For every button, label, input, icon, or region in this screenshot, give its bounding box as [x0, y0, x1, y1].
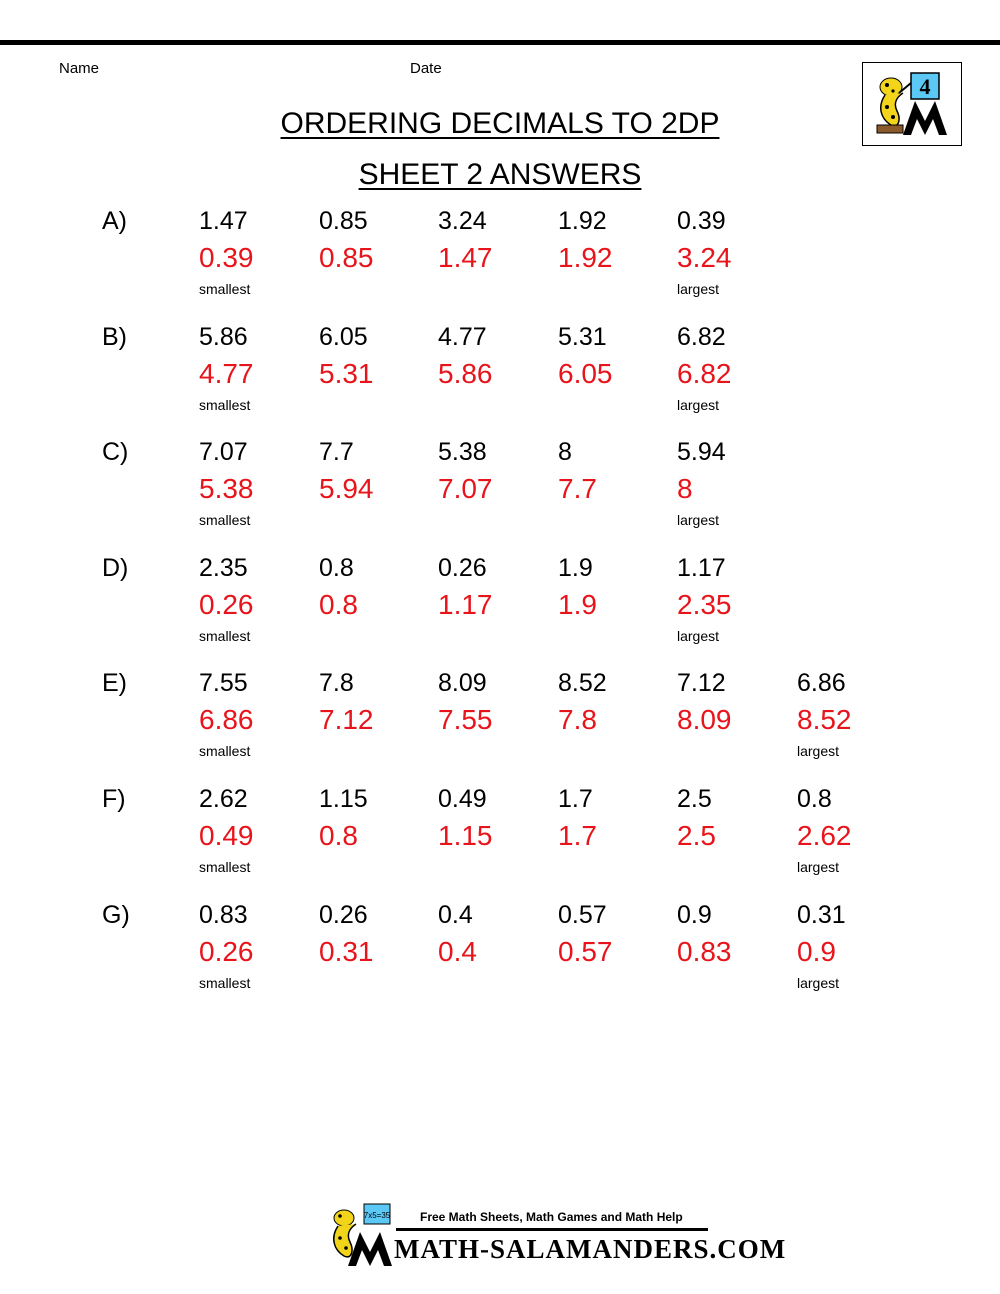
question-label: B) — [102, 322, 127, 351]
given-number: 1.92 — [558, 207, 607, 235]
salamander-footer-icon — [326, 1200, 396, 1270]
answer-number: 0.9 — [797, 935, 836, 967]
worksheet-subtitle: SHEET 2 ANSWERS — [358, 158, 642, 191]
largest-label: largest — [797, 859, 840, 875]
answer-number: 7.8 — [558, 704, 597, 736]
smallest-label: smallest — [199, 859, 251, 875]
question-c — [0, 437, 1000, 547]
given-number: 7.12 — [677, 669, 726, 698]
question-g — [0, 900, 1000, 1010]
smallest-label: smallest — [199, 974, 251, 991]
given-number: 0.26 — [319, 900, 368, 929]
question-d — [0, 553, 1000, 663]
given-number: 0.8 — [797, 785, 832, 813]
answer-number: 6.86 — [199, 704, 254, 736]
smallest-label: smallest — [199, 281, 251, 297]
given-number: 0.26 — [438, 553, 487, 582]
answer-number: 0.57 — [558, 935, 613, 967]
worksheet-title: ORDERING DECIMALS TO 2DP — [280, 107, 720, 140]
answer-number: 0.49 — [199, 820, 254, 851]
answer-number: 5.38 — [199, 473, 254, 505]
given-number: 1.15 — [319, 785, 368, 813]
smallest-label: smallest — [199, 512, 251, 529]
given-number: 2.35 — [199, 553, 248, 582]
footer-badge: 7x5=35 — [363, 1211, 391, 1220]
given-number: 8.52 — [558, 669, 607, 698]
top-rule — [0, 40, 1000, 45]
answer-number: 6.82 — [677, 357, 732, 389]
given-number: 6.86 — [797, 669, 846, 698]
answer-number: 8 — [677, 473, 693, 505]
given-number: 7.07 — [199, 438, 248, 467]
largest-label: largest — [677, 396, 720, 413]
answer-number: 5.86 — [438, 357, 493, 389]
given-number: 1.7 — [558, 785, 593, 813]
given-number: 8.09 — [438, 669, 487, 698]
question-f — [0, 784, 1000, 894]
given-number: 6.05 — [319, 322, 368, 351]
given-number: 3.24 — [438, 207, 487, 235]
answer-number: 5.94 — [319, 473, 374, 505]
answer-number: 1.47 — [438, 242, 493, 273]
question-label: C) — [102, 438, 129, 467]
answer-number: 4.77 — [199, 357, 254, 389]
answer-number: 3.24 — [677, 242, 732, 273]
footer-site-name: MATH-SALAMANDERS.COM — [394, 1234, 787, 1264]
given-number: 7.55 — [199, 669, 248, 698]
given-number: 1.17 — [677, 553, 726, 582]
given-number: 0.49 — [438, 785, 487, 813]
answer-number: 0.85 — [319, 242, 374, 273]
largest-label: largest — [677, 627, 720, 644]
answer-number: 7.55 — [438, 704, 493, 736]
answer-number: 1.17 — [438, 588, 493, 620]
given-number: 7.7 — [319, 438, 354, 467]
given-number: 5.38 — [438, 438, 487, 467]
given-number: 0.39 — [677, 207, 726, 235]
given-number: 2.62 — [199, 785, 248, 813]
largest-label: largest — [677, 281, 720, 297]
footer-tagline: Free Math Sheets, Math Games and Math Help — [420, 1210, 683, 1224]
answer-number: 0.26 — [199, 935, 254, 967]
answer-number: 0.4 — [438, 935, 477, 967]
answer-number: 8.09 — [677, 704, 732, 736]
footer-logo — [326, 1200, 787, 1270]
question-label: F) — [102, 785, 126, 813]
largest-label: largest — [797, 974, 840, 991]
given-number: 0.83 — [199, 900, 248, 929]
question-label: D) — [102, 553, 129, 582]
name-label: Name — [59, 60, 100, 77]
answer-number: 7.12 — [319, 704, 374, 736]
given-number: 2.5 — [677, 785, 712, 813]
answer-number: 8.52 — [797, 704, 852, 736]
given-number: 0.85 — [319, 207, 368, 235]
given-number: 1.9 — [558, 553, 593, 582]
question-label: E) — [102, 669, 127, 698]
answer-number: 1.7 — [558, 820, 597, 851]
answer-number: 0.83 — [677, 935, 732, 967]
answer-number: 2.5 — [677, 820, 716, 851]
largest-label: largest — [797, 743, 840, 760]
answer-number: 0.8 — [319, 588, 358, 620]
question-e — [0, 668, 1000, 778]
given-number: 0.57 — [558, 900, 607, 929]
given-number: 0.9 — [677, 900, 712, 929]
question-label: G) — [102, 900, 130, 929]
answer-number: 2.62 — [797, 820, 852, 851]
given-number: 5.31 — [558, 322, 607, 351]
answer-number: 7.07 — [438, 473, 493, 505]
largest-label: largest — [677, 512, 720, 529]
answer-number: 6.05 — [558, 357, 613, 389]
given-number: 0.8 — [319, 553, 354, 582]
question-a — [0, 206, 1000, 316]
answer-number: 0.8 — [319, 820, 358, 851]
question-b — [0, 322, 1000, 432]
given-number: 4.77 — [438, 322, 487, 351]
given-number: 5.86 — [199, 322, 248, 351]
footer-rule — [396, 1228, 708, 1231]
smallest-label: smallest — [199, 396, 251, 413]
answer-number: 1.92 — [558, 242, 613, 273]
given-number: 0.4 — [438, 900, 473, 929]
answer-number: 2.35 — [677, 588, 732, 620]
given-number: 0.31 — [797, 900, 846, 929]
answer-number: 0.31 — [319, 935, 374, 967]
answer-number: 0.26 — [199, 588, 254, 620]
grade-badge: 4 — [919, 74, 931, 99]
given-number: 8 — [558, 438, 572, 467]
answer-number: 1.15 — [438, 820, 493, 851]
answer-number: 7.7 — [558, 473, 597, 505]
given-number: 1.47 — [199, 207, 248, 235]
given-number: 6.82 — [677, 322, 726, 351]
answer-number: 0.39 — [199, 242, 254, 273]
given-number: 7.8 — [319, 669, 354, 698]
smallest-label: smallest — [199, 627, 251, 644]
date-label: Date — [410, 60, 442, 77]
smallest-label: smallest — [199, 743, 251, 760]
answer-number: 1.9 — [558, 588, 597, 620]
question-label: A) — [102, 207, 127, 235]
given-number: 5.94 — [677, 438, 726, 467]
answer-number: 5.31 — [319, 357, 374, 389]
